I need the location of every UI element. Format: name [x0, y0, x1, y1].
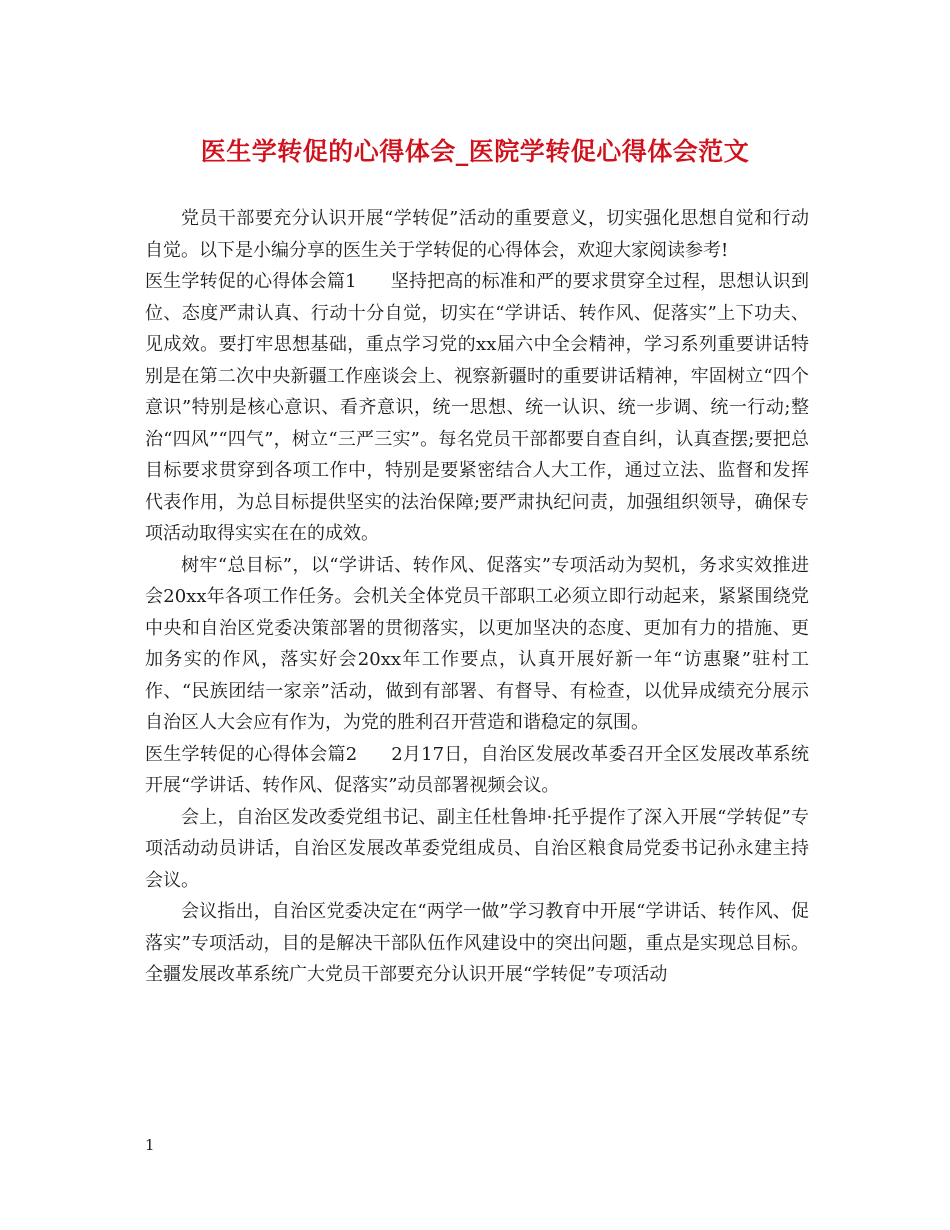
section1-block	[145, 266, 809, 550]
document-title: 医生学转促的心得体会_医院学转促心得体会范文	[200, 137, 750, 166]
section2-heading: 医生学转促的心得体会篇2	[145, 743, 358, 765]
section1-heading: 医生学转促的心得体会篇1	[145, 271, 357, 292]
section2-paragraph3: 会议指出，自治区党委决定在“两学一做”学习教育中开展“学讲话、转作风、促落实”专项活动，目的是解决干部队伍作风建设中的突出问题，重点是实现总目标。全疆发展改革系统广大党员干部要充分认识开展“学转促”专项活动	[145, 901, 809, 985]
section1-paragraph2: 树牢“总目标”，以“学讲话、转作风、促落实”专项活动为契机，务求实效推进会20xx年各项工作任务。会机关全体党员干部职工必须立即行动起来，紧紧围绕党中央和自治区党委决策部署的贯彻落实，以更加坚决的态度、更加有力的措施、更加务实的作风，落实好会20xx年工作要点，认真开展好新一年“访惠聚”驻村工作、“民族团结一家亲”活动，做到有部署、有督导、有检查，以优异成绩充分展示自治区人大会应有作为，为党的胜利召开营造和谐稳定的氛围。	[145, 554, 809, 733]
document-body	[145, 203, 809, 991]
section2-block	[145, 739, 809, 802]
section2-paragraph2: 会上，自治区发改委党组书记、副主任杜鲁坤·托乎提作了深入开展“学转促”专项活动动员讲话，自治区发展改革委党组成员、自治区粮食局党委书记孙永建主持会议。	[145, 806, 809, 891]
section1-paragraph1: 坚持把高的标准和严的要求贯穿全过程，思想认识到位、态度严肃认真、行动十分自觉，切实在“学讲话、转作风、促落实”上下功夫、见成效。要打牢思想基础，重点学习党的xx届六中全会精神，学习系列重要讲话特别是在第二次中央新疆工作座谈会上、视察新疆时的重要讲话精神，牢固树立“四个意识”特别是核心意识、看齐意识，统一思想、统一认识、统一步调、统一行动;整治“四风”“四气”，树立“三严三实”。每名党员干部都要自查自纠，认真查摆;要把总目标要求贯穿到各项工作中，特别是要紧密结合人大工作，通过立法、监督和发挥代表作用，为总目标提供坚实的法治保障;要严肃执纪问责，加强组织领导，确保专项活动取得实实在在的成效。	[145, 271, 810, 544]
page-number: 1	[145, 1136, 155, 1154]
section2-paragraph1: 2月17日，自治区发展改革委召开全区发展改革系统开展“学讲话、转作风、促落实”动员部署视频会议。	[145, 743, 810, 796]
intro-paragraph: 党员干部要充分认识开展“学转促”活动的重要意义，切实强化思想自觉和行动自觉。以下是小编分享的医生关于学转促的心得体会，欢迎大家阅读参考!	[145, 208, 809, 261]
